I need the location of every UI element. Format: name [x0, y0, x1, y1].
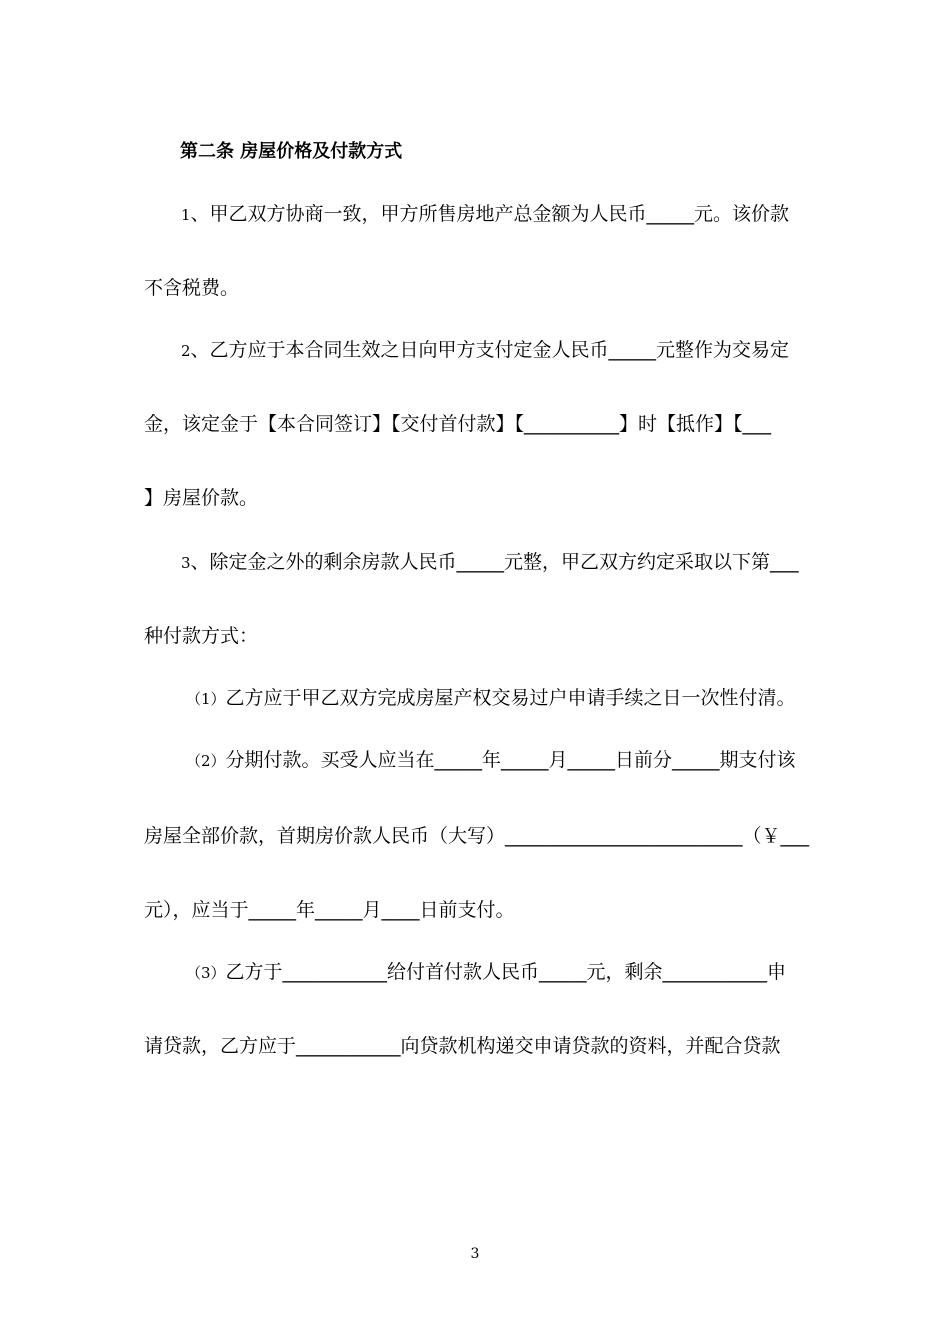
- paragraph-line: [144, 276, 239, 300]
- line-text: 请贷款，乙方应于___________向贷款机构递交申请贷款的资料，并配合贷款: [144, 1035, 781, 1057]
- page-number: 3: [470, 1246, 480, 1262]
- line-text: 】房屋价款。: [144, 487, 259, 509]
- section-heading: 第二条 房屋价格及付款方式: [180, 141, 403, 162]
- paragraph-line: [186, 960, 786, 985]
- paragraph-line: [186, 748, 796, 773]
- line-text: 金，该定金于【本合同签订】【交付首付款】【__________】时【抵作】【___: [144, 413, 772, 435]
- item-number: 2: [181, 342, 191, 360]
- paragraph-line: [144, 898, 515, 922]
- line-text: 房屋全部价款，首期房价款人民币（大写）_________________________（￥___: [144, 825, 810, 847]
- paragraph-line: [144, 486, 258, 510]
- line-text: 不含税费。: [144, 277, 240, 299]
- line-text: 、甲乙双方协商一致，甲方所售房地产总金额为人民币_____元。该价款: [190, 203, 790, 225]
- line-text: 乙方应于甲乙双方完成房屋产权交易过户申请手续之日一次性付清。: [225, 687, 796, 709]
- line-text: 分期付款。买受人应当在_____年_____月_____日前分_____期支付该: [225, 749, 796, 771]
- item-number: 3: [181, 554, 191, 572]
- item-number: （1）: [186, 690, 226, 708]
- line-text: 乙方于___________给付首付款人民币_____元，剩余___________申: [225, 961, 787, 983]
- line-text: 、除定金之外的剩余房款人民币_____元整，甲乙双方约定采取以下第___: [190, 551, 799, 573]
- paragraph-line: [144, 624, 258, 648]
- paragraph-line: [144, 824, 809, 848]
- paragraph-line: [181, 202, 821, 227]
- item-number: 1: [181, 206, 191, 224]
- line-text: 元），应当于_____年_____月____日前支付。: [144, 899, 515, 921]
- item-number: （2）: [186, 752, 226, 770]
- paragraph-line: [144, 412, 771, 436]
- paragraph-line: [181, 338, 789, 363]
- paragraph-line: [186, 686, 796, 711]
- line-text: 种付款方式：: [144, 625, 259, 647]
- line-text: 、乙方应于本合同生效之日向甲方支付定金人民币_____元整作为交易定: [190, 339, 790, 361]
- paragraph-line: [144, 1034, 781, 1058]
- item-number: （3）: [186, 964, 226, 982]
- paragraph-line: [181, 550, 799, 575]
